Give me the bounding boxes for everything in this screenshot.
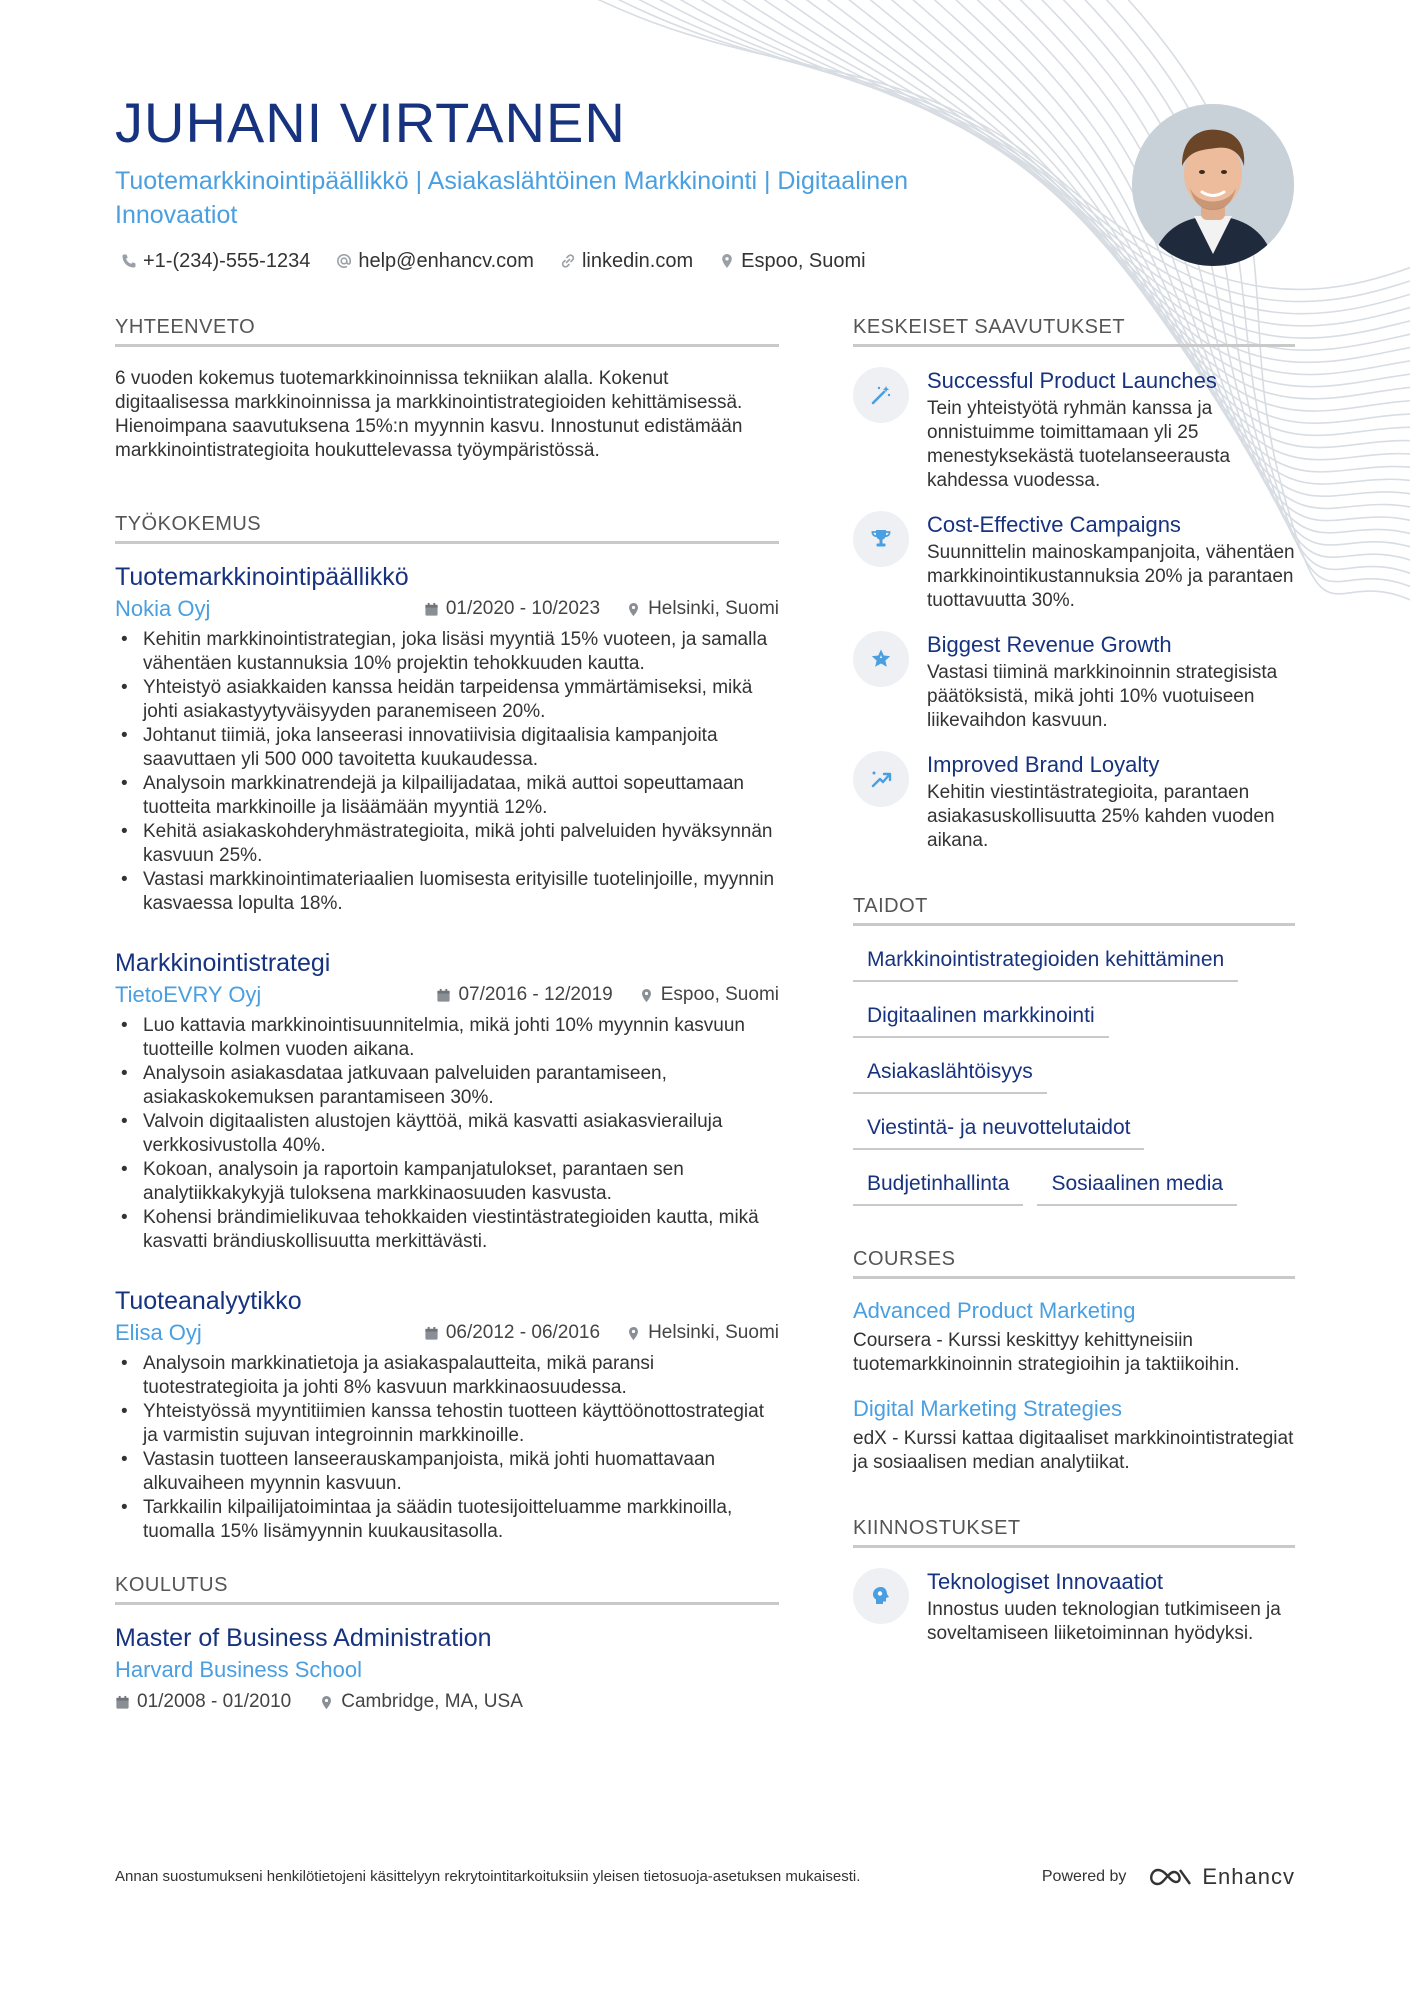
education-meta [115,1691,779,1713]
profile-photo [1132,104,1294,266]
courses-heading: COURSES [853,1248,1295,1279]
job-dates [424,1322,600,1344]
job-dates [436,984,612,1006]
job-meta [115,982,779,1008]
achievement-title: Improved Brand Loyalty [927,752,1160,777]
left-column [115,316,779,1713]
achievement-desc: Kehitin viestintästrategioita, parantaen asiakasuskollisuutta 25% kahden vuoden aikana. [927,782,1275,851]
interests-heading: KIINNOSTUKSET [853,1517,1295,1548]
contact-phone[interactable] [121,250,310,273]
skill-tag: Budjetinhallinta [853,1172,1023,1206]
school-name: Harvard Business School [115,1657,363,1682]
powered-by[interactable] [1042,1864,1295,1890]
job-bullet: • Johtanut tiimiä, joka lanseerasi innovatiivisia digitaalisia kampanjoita saavuttaen yli 500 000 tavoitetta kuukaudessa. [115,724,779,772]
job-dates-location [424,1322,779,1344]
calendar-icon [115,1695,130,1710]
location-pin-icon [626,1326,641,1341]
brain-icon [853,1568,909,1624]
job-bullet: • Luo kattavia markkinointisuunnitelmia, mikä johti 10% myynnin kasvuun tuotteille kolmen vuoden aikana. [115,1014,779,1062]
contact-location [719,250,866,273]
course-title: Digital Marketing Strategies [853,1396,1123,1421]
achievement-desc: Suunnittelin mainoskampanjoita, vähentäen markkinointikustannuksia 20% ja parantaen tuottavuutta 30%. [927,542,1295,611]
education-location [319,1691,523,1713]
candidate-name: JUHANI VIRTANEN [115,91,626,154]
enhancv-logo [1146,1864,1295,1890]
job-meta [115,596,779,622]
job-bullet: • Yhteistyö asiakkaiden kanssa heidän tarpeidensa ymmärtämiseksi, mikä johti asiakastyytyväisyyden paranemiseen 20%. [115,676,779,724]
achievement-title: Successful Product Launches [927,368,1217,393]
achievement-item [853,367,1295,493]
interest-desc: Innostus uuden teknologian tutkimiseen ja soveltamiseen liiketoiminnan hyödyksi. [927,1599,1281,1644]
course-item [853,1395,1295,1475]
job-bullet: • Analysoin asiakasdataa jatkuvaan palveluiden parantamiseen, asiakaskokemuksen parantamiseen 30%. [115,1062,779,1110]
job-dates-location [424,598,779,620]
job-meta [115,1320,779,1346]
job-location [626,1322,779,1344]
resume-header [115,92,1015,273]
job-bullets [115,1352,779,1544]
education-dates [115,1691,291,1713]
job-bullet: • Valvoin digitaalisten alustojen käyttöä, mikä kasvatti asiakasvierailuja verkkosivustolla 40%. [115,1110,779,1158]
trophy-icon [853,511,909,567]
achievements-list [853,367,1295,853]
location-pin-icon [626,602,641,617]
skill-tag: Sosiaalinen media [1037,1172,1237,1206]
location-pin-icon [639,988,654,1003]
education-heading: KOULUTUS [115,1574,779,1605]
skill-tag: Digitaalinen markkinointi [853,1004,1109,1038]
skill-tag: Markkinointistrategioiden kehittäminen [853,948,1238,982]
skills-heading: TAIDOT [853,895,1295,926]
experience-list [115,560,779,1544]
job-bullet: • Kokoan, analysoin ja raportoin kampanjatulokset, parantaen sen analytiikkakykyjä tuloksena markkinaosuuden kasvusta. [115,1158,779,1206]
interest-item [853,1568,1295,1646]
job-bullet: • Vastasi markkinointimateriaalien luomisesta erityisille tuotelinjoille, myynnin kasvaessa lopulta 18%. [115,868,779,916]
summary-text: 6 vuoden kokemus tuotemarkkinoinnissa tekniikan alalla. Kokenut digitaalisessa markkinoinnissa ja markkinointistrategioiden kehittämisessä. Hienoimpana saavutuksena 15%:n myynnin kasvu. Innostunut edistämään markkinointistrategioita houkuttelevassa työympäristössä. [115,368,743,461]
linkedin-text: linkedin.com [581,249,694,272]
degree-title: Master of Business Administration [115,1624,492,1652]
job-dates-text: 01/2020 - 10/2023 [445,598,601,619]
company-name: TietoEVRY Oyj [115,982,262,1007]
email-text: help@enhancv.com [358,249,534,272]
interest-title: Teknologiset Innovaatiot [927,1569,1164,1594]
growth-arrow-icon [853,751,909,807]
job-entry [115,560,779,916]
course-title: Advanced Product Marketing [853,1298,1136,1323]
at-icon [336,253,352,269]
location-pin-icon [719,253,735,269]
job-bullet: • Kehitä asiakaskohderyhmästrategioita, mikä johti palveluiden hyväksynnän kasvuun 25%. [115,820,779,868]
job-dates [424,598,600,620]
job-title: Tuoteanalyytikko [115,1287,302,1315]
job-location-text: Helsinki, Suomi [648,598,779,619]
enhancv-logo-icon [1146,1866,1192,1888]
magic-wand-icon [853,367,909,423]
consent-text: Annan suostumukseni henkilötietojeni käsittelyyn rekrytointitarkoituksiin yleisen tietosuoja-asetuksen mukaisesti. [115,1868,861,1885]
job-bullet: • Analysoin markkinatrendejä ja kilpailijadataa, mikä auttoi sopeuttamaan tuotteita markkinoille ja lisäämään myyntiä 12%. [115,772,779,820]
achievement-item [853,751,1295,853]
phone-text: +1-(234)-555-1234 [143,249,311,272]
job-bullet: • Kohensi brändimielikuvaa tehokkaiden viestintästrategioiden kautta, mikä kasvatti brändiuskollisuutta merkittävästi. [115,1206,779,1254]
job-dates-text: 07/2016 - 12/2019 [458,984,613,1005]
contact-row [115,250,1015,273]
job-location-text: Espoo, Suomi [660,984,779,1005]
location-text: Espoo, Suomi [741,249,866,272]
job-dates-text: 06/2012 - 06/2016 [445,1322,601,1343]
education-dates-text: 01/2008 - 01/2010 [137,1691,292,1712]
courses-list [853,1297,1295,1475]
calendar-icon [424,602,439,617]
experience-heading: TYÖKOKEMUS [115,513,779,544]
powered-by-label: Powered by [1041,1868,1127,1885]
job-bullet: • Analysoin markkinatietoja ja asiakaspalautteita, mikä paransi tuotestrategioita ja johti 8% kasvuun markkinaosuudessa. [115,1352,779,1400]
achievement-title: Cost-Effective Campaigns [927,512,1181,537]
job-location-text: Helsinki, Suomi [648,1322,779,1343]
achievement-title: Biggest Revenue Growth [927,632,1172,657]
skill-tag: Viestintä- ja neuvottelutaidot [853,1116,1144,1150]
job-bullet: • Tarkkailin kilpailijatoimintaa ja säädin tuotesijoitteluamme markkinoilla, tuomalla 15% lisämyynnin kuukausitasolla. [115,1496,779,1544]
enhancv-brand-text: Enhancv [1202,1864,1295,1889]
education-entry [115,1621,779,1713]
company-name: Nokia Oyj [115,596,211,621]
job-title: Markkinointistrategi [115,949,331,977]
job-location [626,598,779,620]
candidate-headline: Tuotemarkkinointipäällikkö | Asiakaslähtöinen Markkinointi | Digitaalinen Innovaatiot [115,166,909,229]
achievement-desc: Tein yhteistyötä ryhmän kanssa ja onnistuimme toimittamaan yli 25 menestyksekästä tuotelanseerausta kahdessa vuodessa. [927,398,1231,491]
summary-heading: YHTEENVETO [115,316,779,347]
achievement-desc: Vastasi tiiminä markkinoinnin strategisista päätöksistä, mikä johti 10% vuotuiseen liikevaihdon kasvuun. [927,662,1278,731]
phone-icon [121,253,137,269]
interests-list [853,1568,1295,1646]
star-icon [853,631,909,687]
contact-email[interactable] [336,250,534,273]
job-entry [115,946,779,1254]
job-bullet: • Vastasin tuotteen lanseerauskampanjoista, mikä johti huomattavaan alkuvaiheen myynnin kasvuun. [115,1448,779,1496]
link-icon [560,253,576,269]
footer [115,1864,1295,1890]
skill-tag: Asiakaslähtöisyys [853,1060,1047,1094]
right-column [853,316,1295,1646]
course-desc: Coursera - Kurssi keskittyy kehittyneisiin tuotemarkkinoinnin strategioihin ja taktiikoihin. [853,1330,1240,1375]
achievement-item [853,511,1295,613]
course-item [853,1297,1295,1377]
location-pin-icon [319,1695,334,1710]
calendar-icon [436,988,451,1003]
achievements-heading: KESKEISET SAAVUTUKSET [853,316,1295,347]
job-bullets [115,1014,779,1254]
skills-list [853,948,1295,1206]
course-desc: edX - Kurssi kattaa digitaaliset markkinointistrategiat ja sosiaalisen median analytiikat. [853,1428,1294,1473]
contact-linkedin[interactable] [560,250,693,273]
job-bullet: • Kehitin markkinointistrategian, joka lisäsi myyntiä 15% vuoteen, ja samalla vähentäen kustannuksia 10% projektin tehokkuuden kautta. [115,628,779,676]
job-bullet: • Yhteistyössä myyntitiimien kanssa tehostin tuotteen käyttöönottostrategiat ja varmistin sujuvan integroinnin markkinoille. [115,1400,779,1448]
education-location-text: Cambridge, MA, USA [341,1691,523,1712]
company-name: Elisa Oyj [115,1320,202,1345]
job-title: Tuotemarkkinointipäällikkö [115,563,409,591]
job-bullets [115,628,779,916]
job-location [639,984,779,1006]
job-entry [115,1284,779,1544]
achievement-item [853,631,1295,733]
calendar-icon [424,1326,439,1341]
job-dates-location [436,984,779,1006]
